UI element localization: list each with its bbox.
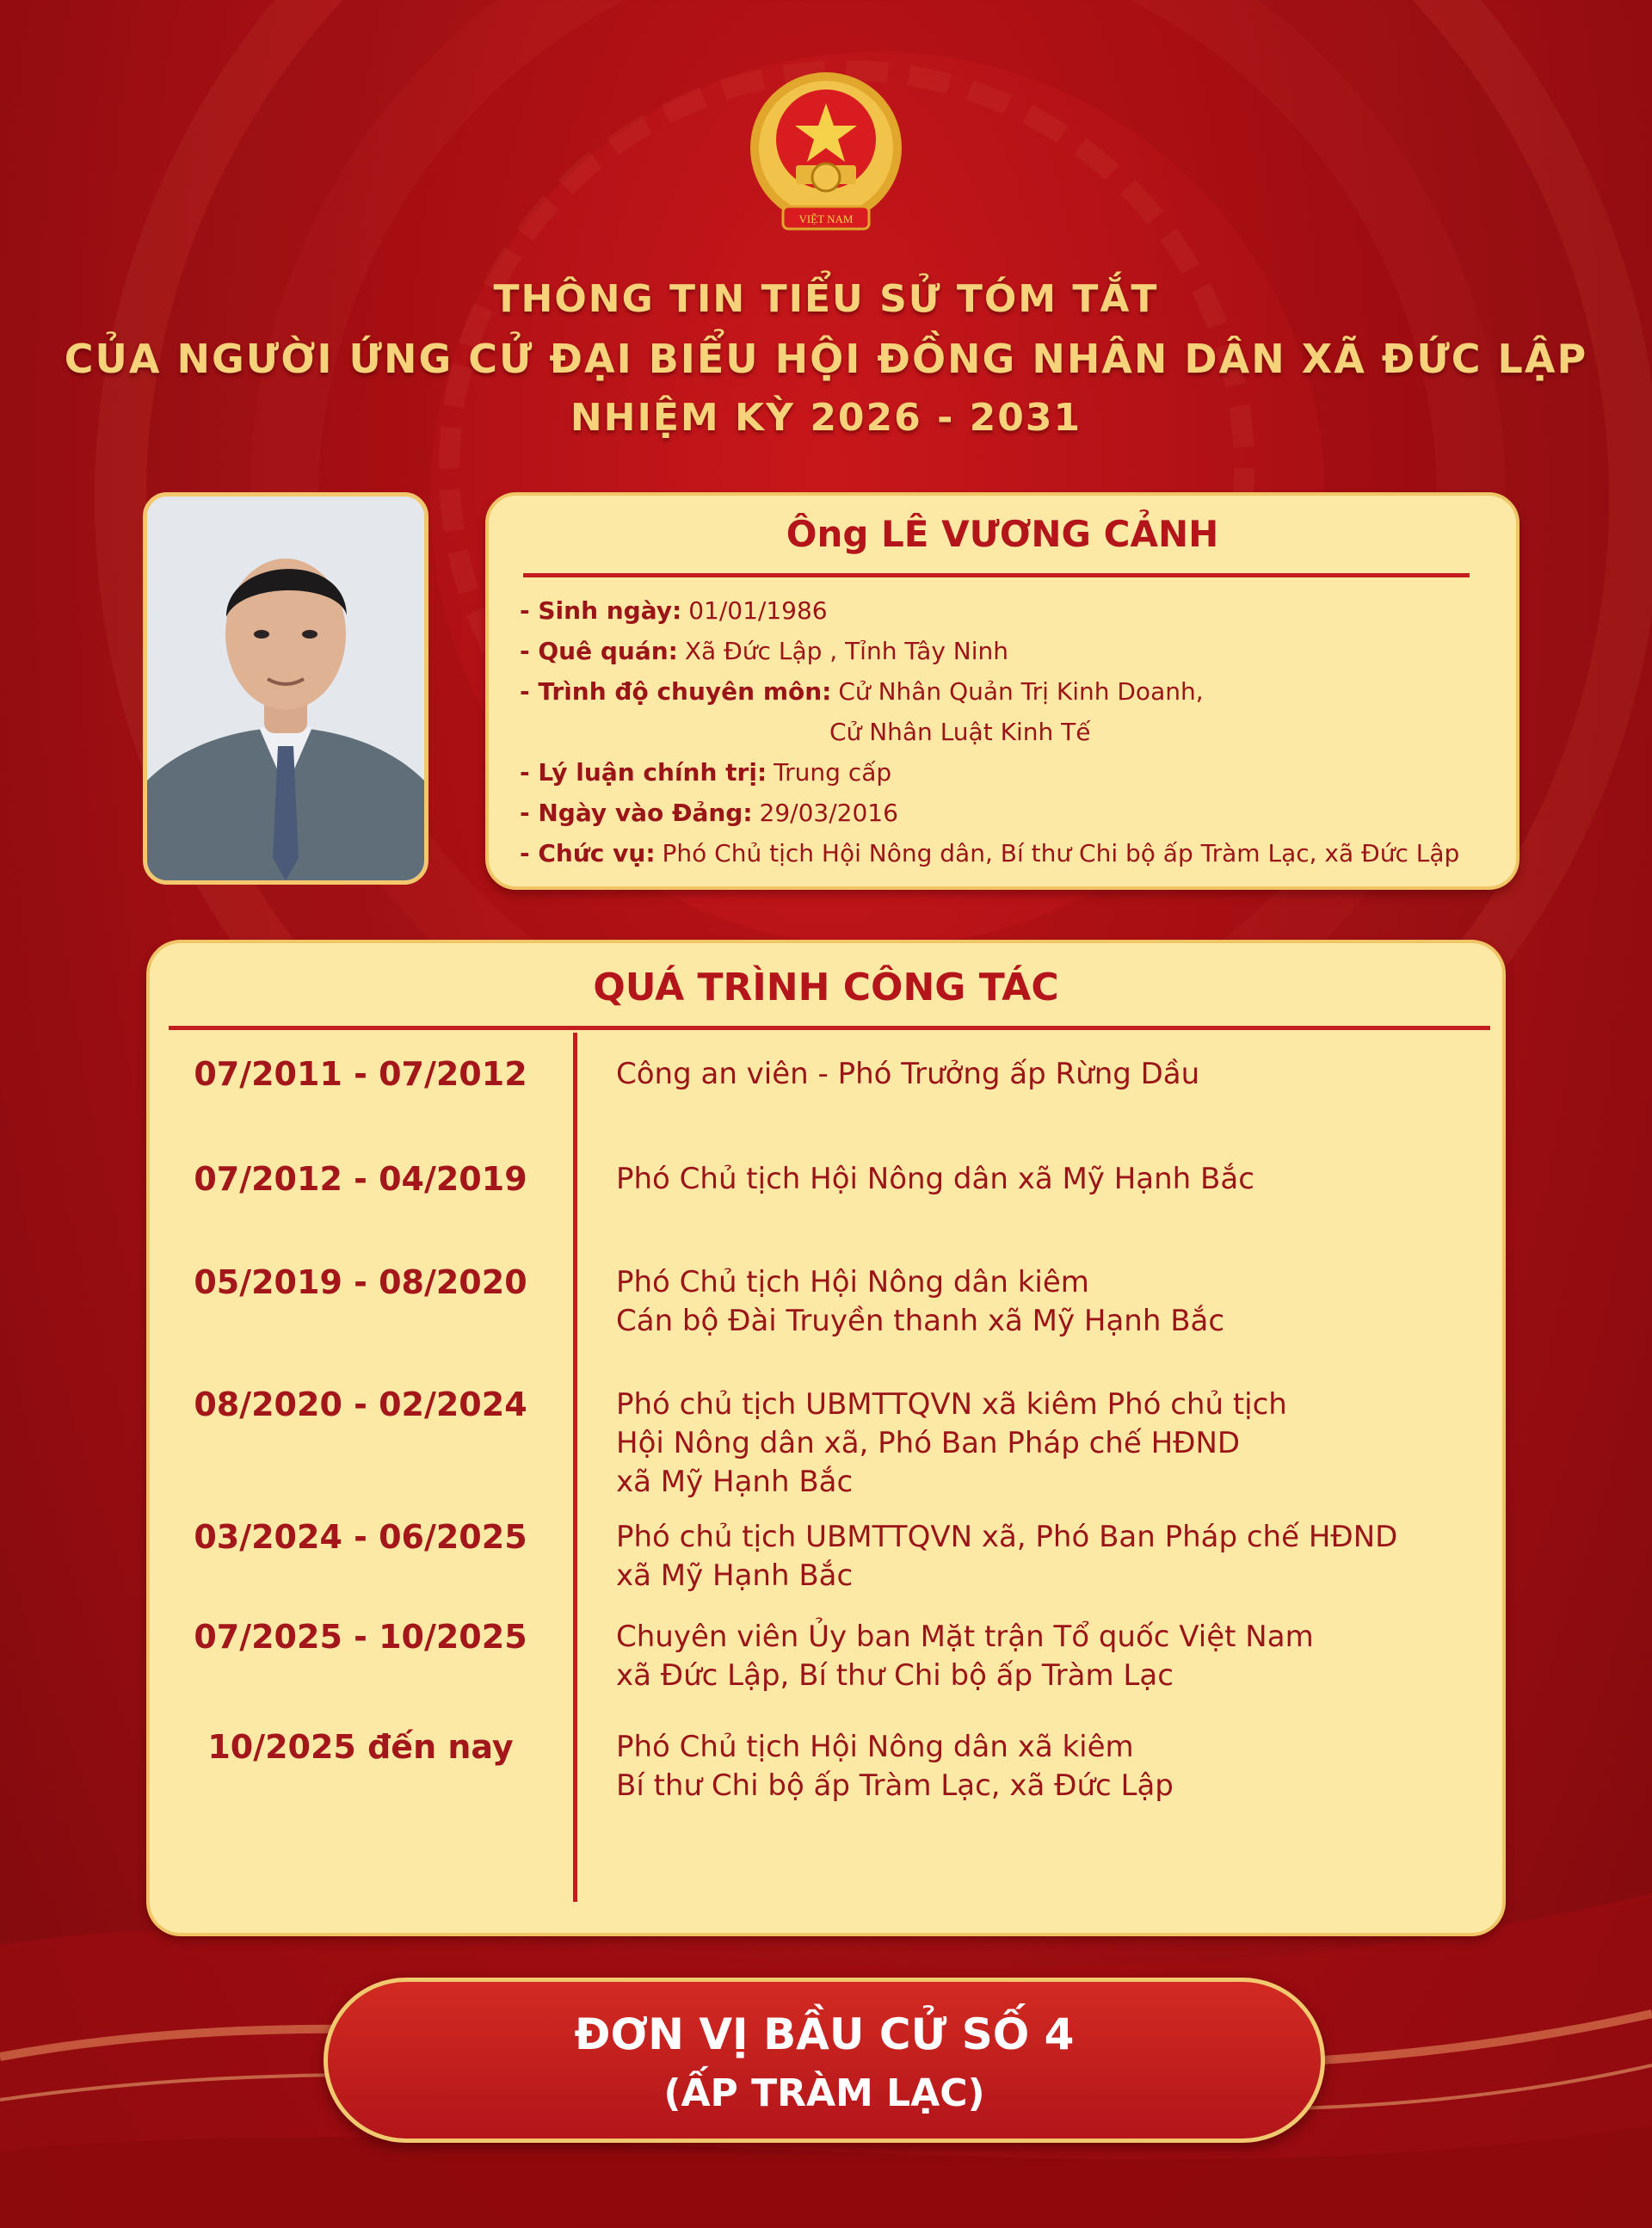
- info-row-political-theory: [520, 752, 1509, 793]
- constituency-number: ĐƠN VỊ BẦU CỬ SỐ 4: [574, 2009, 1075, 2059]
- info-label: - Chức vụ:: [520, 839, 656, 867]
- info-label: - Lý luận chính trị:: [520, 758, 767, 787]
- info-education-line-2: Cử Nhân Luật Kinh Tế: [829, 718, 1091, 746]
- work-duty: [616, 1263, 1476, 1341]
- name-divider: [523, 573, 1470, 577]
- work-duty-line: Phó Chủ tịch Hội Nông dân kiêm: [616, 1265, 1089, 1299]
- work-period: 07/2012 - 04/2019: [194, 1160, 527, 1198]
- work-duty-line: xã Mỹ Hạnh Bắc: [616, 1558, 854, 1593]
- info-row-hometown: [520, 631, 1509, 671]
- candidate-portrait: [143, 492, 428, 885]
- constituency-banner: [324, 1978, 1325, 2143]
- info-value: 29/03/2016: [759, 799, 898, 827]
- work-duty-line: Công an viên - Phó Trưởng ấp Rừng Dầu: [616, 1057, 1200, 1091]
- info-value: Phó Chủ tịch Hội Nông dân, Bí thư Chi bộ ấp Tràm Lạc, xã Đức Lập: [662, 839, 1460, 867]
- work-duty: [616, 1160, 1476, 1199]
- info-value: Cử Nhân Quản Trị Kinh Doanh,: [838, 677, 1204, 706]
- candidate-info-card: [485, 492, 1519, 890]
- work-duty-line: Phó chủ tịch UBMTTQVN xã kiêm Phó chủ tịch: [616, 1387, 1287, 1422]
- work-period: 10/2025 đến nay: [207, 1728, 514, 1766]
- work-duty-line: Phó Chủ tịch Hội Nông dân xã kiêm: [616, 1730, 1134, 1764]
- info-row-birthdate: [520, 590, 1509, 631]
- title-line-1: THÔNG TIN TIỂU SỬ TÓM TẮT: [493, 277, 1159, 321]
- info-label: - Quê quán:: [520, 637, 678, 665]
- work-duty-line: xã Đức Lập, Bí thư Chi bộ ấp Tràm Lạc: [616, 1658, 1174, 1693]
- work-duty: [616, 1618, 1476, 1695]
- work-history-title: QUÁ TRÌNH CÔNG TÁC: [593, 966, 1059, 1009]
- timeline-divider: [573, 1033, 577, 1902]
- info-row-education: [520, 671, 1509, 712]
- title-line-2: CỦA NGƯỜI ỨNG CỬ ĐẠI BIỂU HỘI ĐỒNG NHÂN DÂN XÃ ĐỨC LẬP: [64, 336, 1588, 382]
- national-emblem-icon: [736, 69, 916, 241]
- info-label: - Sinh ngày:: [520, 596, 682, 625]
- info-value: Trung cấp: [774, 758, 892, 787]
- candidate-name: Ông LÊ VƯƠNG CẢNH: [786, 513, 1219, 555]
- work-duty-line: Phó chủ tịch UBMTTQVN xã, Phó Ban Pháp chế HĐND: [616, 1520, 1398, 1554]
- title-line-3: NHIỆM KỲ 2026 - 2031: [570, 396, 1082, 440]
- work-title-divider: [169, 1026, 1490, 1030]
- work-period: 07/2025 - 10/2025: [194, 1618, 527, 1656]
- info-row-position: [520, 833, 1509, 873]
- work-duty-line: Chuyên viên Ủy ban Mặt trận Tổ quốc Việt Nam: [616, 1620, 1314, 1654]
- work-period: 08/2020 - 02/2024: [194, 1386, 527, 1423]
- work-period: 03/2024 - 06/2025: [194, 1518, 527, 1556]
- info-value: 01/01/1986: [688, 596, 828, 625]
- work-history-card: [146, 940, 1506, 1936]
- constituency-area: (ẤP TRÀM LẠC): [663, 2071, 985, 2115]
- work-duty: [616, 1055, 1476, 1094]
- info-label: - Ngày vào Đảng:: [520, 799, 753, 827]
- work-period: 07/2011 - 07/2012: [194, 1055, 527, 1093]
- work-duty-line: Phó Chủ tịch Hội Nông dân xã Mỹ Hạnh Bắc: [616, 1162, 1254, 1196]
- work-period: 05/2019 - 08/2020: [194, 1263, 527, 1301]
- info-value: Xã Đức Lập , Tỉnh Tây Ninh: [684, 637, 1009, 665]
- work-duty: [616, 1518, 1476, 1595]
- work-duty-line: Hội Nông dân xã, Phó Ban Pháp chế HĐND: [616, 1426, 1241, 1460]
- work-duty-line: xã Mỹ Hạnh Bắc: [616, 1465, 854, 1499]
- candidate-info-list: [520, 590, 1509, 873]
- work-duty: [616, 1386, 1476, 1502]
- work-duty-line: Cán bộ Đài Truyền thanh xã Mỹ Hạnh Bắc: [616, 1304, 1225, 1338]
- info-label: - Trình độ chuyên môn:: [520, 677, 832, 706]
- emblem-text: VIỆT NAM: [798, 213, 854, 225]
- work-duty: [616, 1728, 1476, 1805]
- info-row-party-date: [520, 793, 1509, 833]
- work-duty-line: Bí thư Chi bộ ấp Tràm Lạc, xã Đức Lập: [616, 1768, 1174, 1803]
